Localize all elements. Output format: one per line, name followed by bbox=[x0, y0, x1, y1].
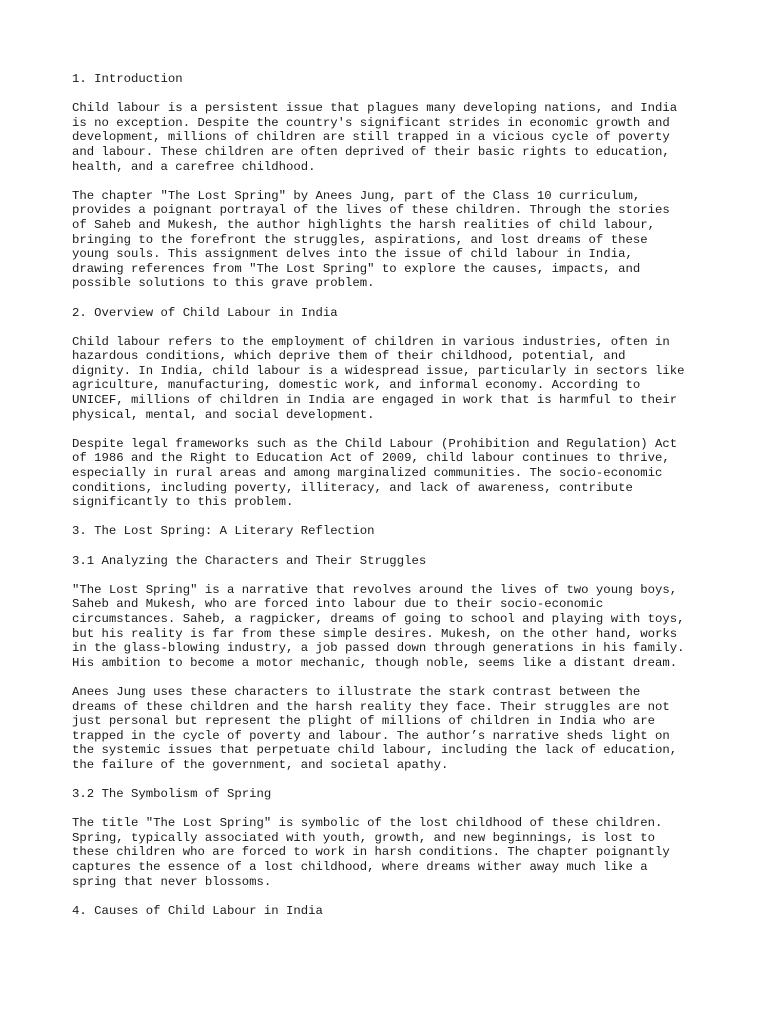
section-heading bbox=[72, 524, 702, 539]
paragraph-line: provides a poignant portrayal of the lives of these children. Through the stories bbox=[72, 203, 670, 218]
paragraph-line: bringing to the forefront the struggles, aspirations, and lost dreams of these bbox=[72, 232, 648, 247]
paragraph-line: the systemic issues that perpetuate child labour, including the lack of education, bbox=[72, 743, 678, 758]
heading-text: 1. Introduction bbox=[72, 72, 183, 86]
paragraph-line: just personal but represent the plight of millions of children in India who are bbox=[72, 714, 655, 729]
paragraph-line: agriculture, manufacturing, domestic work, and informal economy. According to bbox=[72, 378, 641, 393]
paragraph-line: especially in rural areas and among marginalized communities. The socio-economic bbox=[72, 466, 663, 481]
paragraph-line: possible solutions to this grave problem. bbox=[72, 276, 375, 291]
paragraph-line: these children who are forced to work in harsh conditions. The chapter poignantly bbox=[72, 845, 670, 860]
paragraph-line: significantly to this problem. bbox=[72, 495, 294, 510]
paragraph-line: circumstances. Saheb, a ragpicker, dreams of going to school and playing with toys, bbox=[72, 611, 685, 626]
section-heading bbox=[72, 72, 702, 87]
paragraph-line: development, millions of children are still trapped in a vicious cycle of poverty bbox=[72, 130, 670, 145]
document-page bbox=[72, 72, 702, 933]
paragraph-line: health, and a carefree childhood. bbox=[72, 159, 316, 174]
paragraph-line: the failure of the government, and societal apathy. bbox=[72, 757, 449, 772]
body-paragraph bbox=[72, 583, 702, 671]
paragraph-line: in the glass-blowing industry, a job passed down through generations in his family. bbox=[72, 641, 685, 656]
paragraph-line: Saheb and Mukesh, who are forced into labour due to their socio-economic bbox=[72, 597, 604, 612]
paragraph-line: hazardous conditions, which deprive them of their childhood, potential, and bbox=[72, 349, 626, 364]
paragraph-line: is no exception. Despite the country's significant strides in economic growth and bbox=[72, 115, 670, 130]
body-paragraph bbox=[72, 685, 702, 773]
paragraph-line: "The Lost Spring" is a narrative that revolves around the lives of two young boys, bbox=[72, 582, 678, 597]
paragraph-line: UNICEF, millions of children in India are engaged in work that is harmful to their bbox=[72, 393, 678, 408]
paragraph-line: Child labour is a persistent issue that plagues many developing nations, and India bbox=[72, 101, 678, 116]
paragraph-line: spring that never blossoms. bbox=[72, 874, 272, 889]
paragraph-line: His ambition to become a motor mechanic, though noble, seems like a distant dream. bbox=[72, 655, 678, 670]
paragraph-line: young souls. This assignment delves into the issue of child labour in India, bbox=[72, 247, 633, 262]
paragraph-line: but his reality is far from these simple desires. Mukesh, on the other hand, works bbox=[72, 626, 678, 641]
section-heading bbox=[72, 554, 702, 569]
paragraph-line: drawing references from "The Lost Spring" to explore the causes, impacts, and bbox=[72, 261, 641, 276]
section-heading bbox=[72, 787, 702, 802]
paragraph-line: Spring, typically associated with youth, growth, and new beginnings, is lost to bbox=[72, 830, 655, 845]
section-heading bbox=[72, 904, 702, 919]
paragraph-line: of Saheb and Mukesh, the author highlights the harsh realities of child labour, bbox=[72, 217, 655, 232]
paragraph-line: of 1986 and the Right to Education Act of 2009, child labour continues to thrive, bbox=[72, 451, 670, 466]
paragraph-line: captures the essence of a lost childhood, where dreams wither away much like a bbox=[72, 860, 648, 875]
section-heading bbox=[72, 306, 702, 321]
paragraph-line: dignity. In India, child labour is a widespread issue, particularly in sectors like bbox=[72, 363, 685, 378]
body-paragraph bbox=[72, 816, 702, 889]
heading-text: 2. Overview of Child Labour in India bbox=[72, 305, 338, 320]
heading-text: 3. The Lost Spring: A Literary Reflection bbox=[72, 524, 375, 539]
paragraph-line: Despite legal frameworks such as the Child Labour (Prohibition and Regulation) Act bbox=[72, 436, 678, 451]
heading-text: 3.2 The Symbolism of Spring bbox=[72, 787, 272, 802]
paragraph-line: The chapter "The Lost Spring" by Anees Jung, part of the Class 10 curriculum, bbox=[72, 188, 641, 203]
paragraph-line: trapped in the cycle of poverty and labour. The author’s narrative sheds light on bbox=[72, 728, 670, 743]
body-paragraph bbox=[72, 189, 702, 291]
body-paragraph bbox=[72, 101, 702, 174]
heading-text: 4. Causes of Child Labour in India bbox=[72, 903, 323, 918]
body-paragraph bbox=[72, 437, 702, 510]
paragraph-line: physical, mental, and social development. bbox=[72, 407, 375, 422]
paragraph-line: dreams of these children and the harsh reality they face. Their struggles are not bbox=[72, 699, 670, 714]
paragraph-line: conditions, including poverty, illiteracy, and lack of awareness, contribute bbox=[72, 480, 633, 495]
paragraph-line: and labour. These children are often deprived of their basic rights to education, bbox=[72, 144, 670, 159]
paragraph-line: The title "The Lost Spring" is symbolic of the lost childhood of these children. bbox=[72, 816, 663, 831]
body-paragraph bbox=[72, 335, 702, 423]
paragraph-line: Child labour refers to the employment of children in various industries, often in bbox=[72, 334, 670, 349]
paragraph-line: Anees Jung uses these characters to illustrate the stark contrast between the bbox=[72, 684, 641, 699]
heading-text: 3.1 Analyzing the Characters and Their Struggles bbox=[72, 553, 427, 568]
